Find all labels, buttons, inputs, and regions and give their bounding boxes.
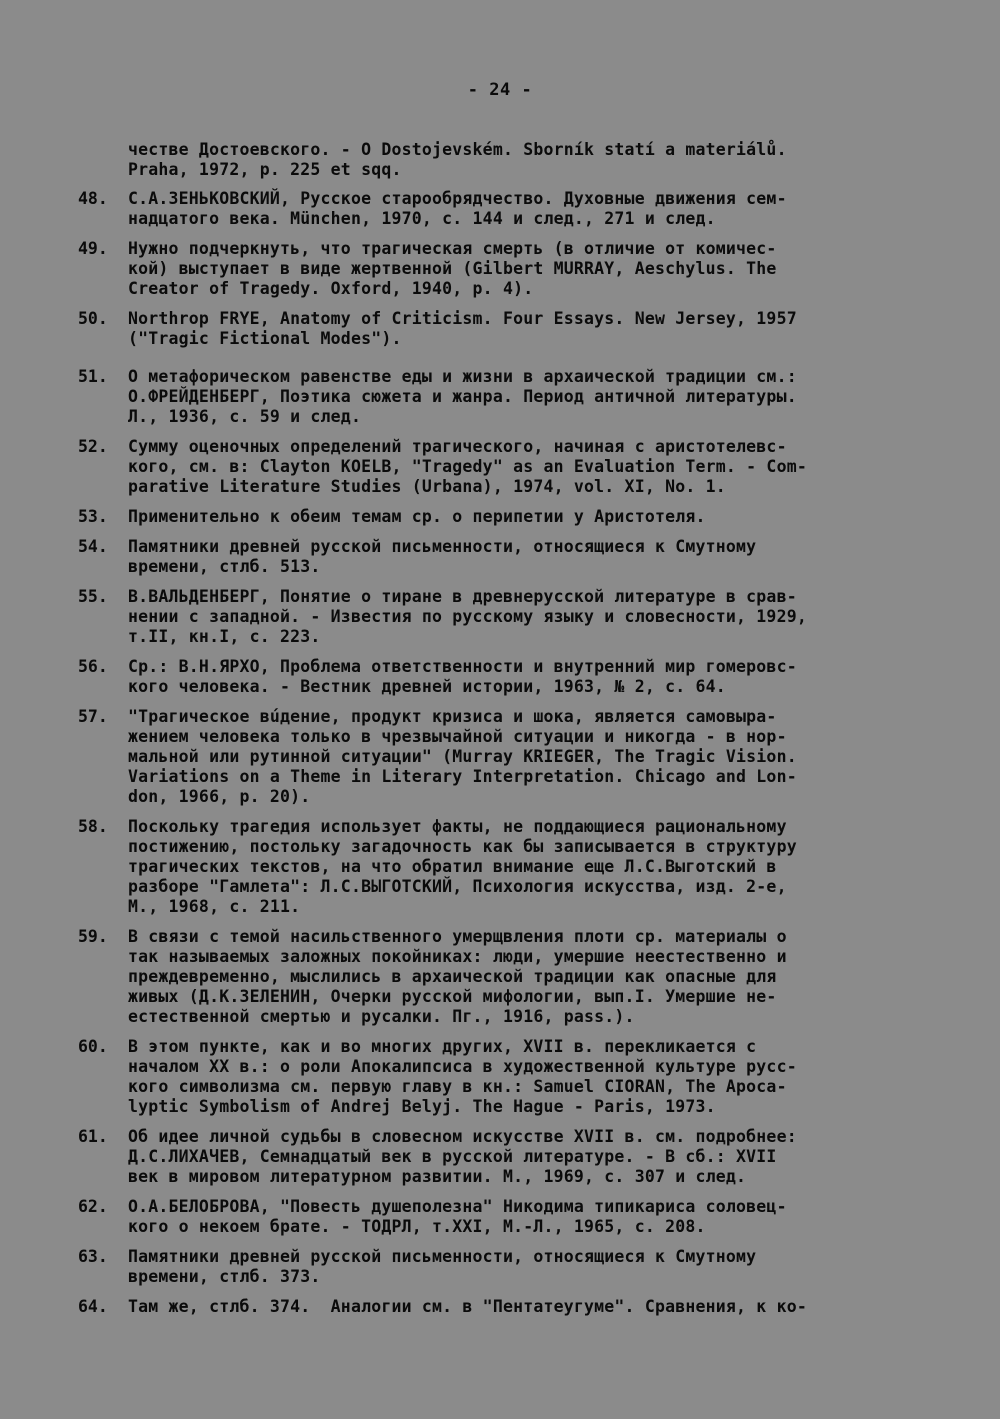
footnote-text-line: lyptic Symbolism of Andrej Belyj. The Hague - Paris, 1973. [128,1097,716,1116]
footnote-text-line: Памятники древней русской письменности, относящиеся к Смутному [128,1247,757,1266]
footnote-number: 56. [78,657,108,676]
footnote-text-line: В.ВАЛЬДЕНБЕРГ, Понятие о тиране в древнерусской литературе в срав- [128,587,797,606]
footnote-number: 62. [78,1197,108,1216]
footnote-item [78,1247,928,1287]
footnote-text-line: ("Tragic Fictional Modes"). [128,329,402,348]
footnote-number: 58. [78,817,108,836]
footnote-text-line: времени, стлб. 513. [128,557,321,576]
footnote-item [78,537,928,577]
footnote-text-line: так называемых заложных покойниках: люди, умершие неестественно и [128,947,787,966]
footnote-text-line: Л., 1936, с. 59 и след. [128,407,362,426]
footnote-text-line: надцатого века. München, 1970, с. 144 и след., 271 и след. [128,209,716,228]
footnote-text-line: Northrop FRYE, Anatomy of Criticism. Four Essays. New Jersey, 1957 [128,309,797,328]
footnote-text-line: Об идее личной судьбы в словесном искусстве XVII в. см. подробнее: [128,1127,797,1146]
footnote-text-line: постижению, постольку загадочность как бы записывается в структуру [128,837,797,856]
footnote-text-line: разборе "Гамлета": Л.С.ВЫГОТСКИЙ, Психология искусства, изд. 2-е, [128,877,787,896]
footnote-text-line: живых (Д.К.ЗЕЛЕНИН, Очерки русской мифологии, вып.I. Умершие не- [128,987,777,1006]
footnote-text-line: Сумму оценочных определений трагического, начиная с аристотелевс- [128,437,787,456]
footnote-item [78,707,928,807]
footnote-item [78,587,928,647]
footnote-text-line: началом XX в.: о роли Апокалипсиса в художественной культуре русс- [128,1057,797,1076]
footnote-text-line: кого о некоем брате. - ТОДРЛ, т.XXI, М.-Л., 1965, с. 208. [128,1217,706,1236]
footnote-item [78,1127,928,1187]
footnote-text-line: М., 1968, с. 211. [128,897,301,916]
footnote-text-line: Там же, стлб. 374. Аналогии см. в "Пентатеугуме". Сравнения, к ко- [128,1297,807,1316]
footnote-text-line: времени, стлб. 373. [128,1267,321,1286]
footnote-text-line: кого символизма см. первую главу в кн.: Samuel CIORAN, The Apoca- [128,1077,787,1096]
footnote-number: 61. [78,1127,108,1146]
footnote-item [78,817,928,917]
footnote-number: 59. [78,927,108,946]
footnote-text-line: трагических текстов, на что обратил внимание еще Л.С.Выготский в [128,857,777,876]
footnote-text-line: кого человека. - Вестник древней истории, 1963, № 2, с. 64. [128,677,726,696]
footnote-number: 64. [78,1297,108,1316]
footnote-text-line: жением человека только в чрезвычайной ситуации и никогда - в нор- [128,727,787,746]
footnote-text-line: Нужно подчеркнуть, что трагическая смерть (в отличие от комичес- [128,239,777,258]
footnote-text-line: кого, см. в: Clayton KOELB, "Tragedy" as an Evaluation Term. - Com- [128,457,807,476]
footnote-text-line: Поскольку трагедия использует факты, не поддающиеся рациональному [128,817,787,836]
footnote-text-line: век в мировом литературном развитии. М., 1969, с. 307 и след. [128,1167,747,1186]
page-number: - 24 - [467,80,533,100]
footnote-item [78,309,928,349]
footnote-text-line: В этом пункте, как и во многих других, XVII в. перекликается с [128,1037,757,1056]
footnote-text-line: О.ФРЕЙДЕНБЕРГ, Поэтика сюжета и жанра. Период античной литературы. [128,387,797,406]
footnote-item [78,437,928,497]
footnote-item [78,507,928,527]
footnote-item [78,367,928,427]
footnote-text-line: parative Literature Studies (Urbana), 1974, vol. XI, No. 1. [128,477,726,496]
footnote-text-line: нении с западной. - Известия по русскому языку и словесности, 1929, [128,607,807,626]
footnote-item [78,189,928,229]
footnote-item [78,1297,928,1317]
footnote-text-line: Variations on a Theme in Literary Interpretation. Chicago and Lon- [128,767,797,786]
footnote-number: 52. [78,437,108,456]
footnote-text-line: Praha, 1972, p. 225 et sqq. [128,160,402,179]
footnote-text-line: Creator of Tragedy. Oxford, 1940, p. 4). [128,279,534,298]
footnote-text-line: честве Достоевского. - O Dostojevském. Sborník statí a materiálů. [128,140,787,159]
footnote-number: 49. [78,239,108,258]
footnote-text-line: Ср.: В.Н.ЯРХО, Проблема ответственности и внутренний мир гомеровс- [128,657,797,676]
footnote-number: 48. [78,189,108,208]
footnote-text-line: О метафорическом равенстве еды и жизни в архаической традиции см.: [128,367,797,386]
footnote-text-line: don, 1966, p. 20). [128,787,311,806]
footnote-text-line: Памятники древней русской письменности, относящиеся к Смутному [128,537,757,556]
footnote-number: 51. [78,367,108,386]
footnote-number: 54. [78,537,108,556]
footnote-text-line: т.II, кн.I, с. 223. [128,627,321,646]
footnote-number: 55. [78,587,108,606]
footnote-text-line: преждевременно, мыслились в архаической традиции как опасные для [128,967,777,986]
footnote-text-line: Д.С.ЛИХАЧЕВ, Семнадцатый век в русской литературе. - В сб.: XVII [128,1147,777,1166]
footnote-item [78,1197,928,1237]
footnote-number: 53. [78,507,108,526]
footnote-text-line: Применительно к обеим темам ср. о перипетии у Аристотеля. [128,507,706,526]
footnote-item [78,140,928,180]
footnote-text-line: "Трагическое вúдение, продукт кризиса и шока, является самовыра- [128,707,777,726]
footnote-text-line: О.А.БЕЛОБРОВА, "Повесть душеполезна" Никодима типикариса соловец- [128,1197,787,1216]
footnote-number: 57. [78,707,108,726]
footnote-text-line: естественной смертью и русалки. Пг., 1916, pass.). [128,1007,635,1026]
footnotes-list [78,140,928,1327]
footnote-number: 63. [78,1247,108,1266]
footnote-text-line: В связи с темой насильственного умерщвления плоти ср. материалы о [128,927,787,946]
footnote-text-line: С.А.ЗЕНЬКОВСКИЙ, Русское старообрядчество. Духовные движения сем- [128,189,787,208]
footnote-text-line: кой) выступает в виде жертвенной (Gilbert MURRAY, Aeschylus. The [128,259,777,278]
footnote-item [78,657,928,697]
footnote-text-line: мальной или рутинной ситуации" (Murray KRIEGER, The Tragic Vision. [128,747,797,766]
footnote-item [78,239,928,299]
footnote-item [78,927,928,1027]
footnote-item [78,1037,928,1117]
footnote-number: 50. [78,309,108,328]
footnote-number: 60. [78,1037,108,1056]
